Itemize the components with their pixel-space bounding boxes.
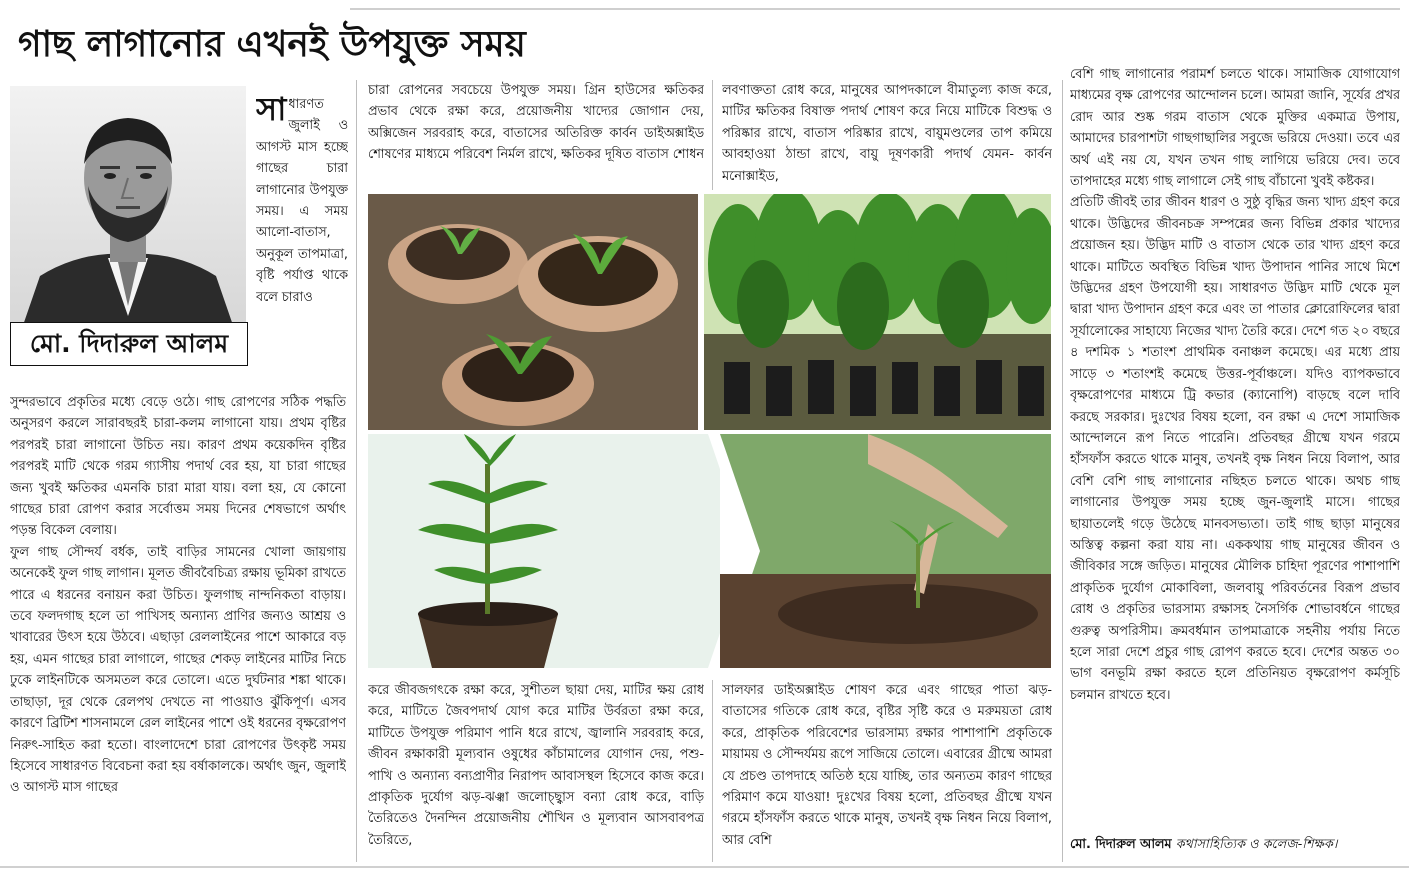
column-4: [1070, 64, 1400, 828]
headline: গাছ লাগানোর এখনই উপযুক্ত সময়: [18, 24, 526, 65]
signature-role: কথাসাহিত্যিক ও কলেজ-শিক্ষক।: [1175, 837, 1338, 852]
column-3-bottom: [722, 680, 1052, 864]
column-divider: [712, 80, 713, 190]
column-divider: [356, 80, 357, 862]
column-1-body: [10, 392, 346, 862]
paragraph: প্রতিটি জীবই তার জীবন ধারণ ও সুষ্ঠু বৃদ্ধির জন্য খাদ্য গ্রহণ করে থাকে। উদ্ভিদের জীবনচক্র সম্পন্নের জন্য বিভিন্ন প্রকার খাদ্যের প্রয়োজন হয়। উদ্ভিদ মাটি ও বাতাস থেকে তার খাদ্য গ্রহণ করে থাকে। মাটিতে অবস্থিত বিভিন্ন খাদ্য উপাদান পানির সাথে মিশে উদ্ভিদের গ্রহণ উপযোগী হয়। সাধারণত উদ্ভিদ মাটি থেকে মূল দ্বারা খাদ্য উপাদান গ্রহণ করে এবং তা পাতার ক্লোরোফিলের দ্বারা সূর্যালোকের সাহায্যে নিজের খাদ্য তৈরি করে। দেশে গত ২০ বছরে ৪ দশমিক ১ শতাংশ প্রাথমিক বনাঞ্চল কমেছে। এর মধ্যে প্রায় সাড়ে ৩ শতাংশই কমেছে উত্তর-পূর্বাঞ্চলে। যদিও ব্যাপকভাবে বৃক্ষরোপণের মাধ্যমে ট্রি কভার (ক্যানোপি) বাড়ছে বলে দাবি করছে সরকার। দুঃখের বিষয় হলো, বন রক্ষা এ দেশে সামাজিক আন্দোলনে রূপ নিতে পারেনি। প্রতিবছর গ্রীষ্মে যখন গরমে হাঁসফাঁস করতে থাকে মানুষ, তখনই বৃক্ষ নিধন নিয়ে বিলাপ, আর বেশি বেশি গাছ লাগানোর নছিহত চলতে থাকে। অথচ গাছ লাগানোর উপযুক্ত সময় হচ্ছে জুন-জুলাই মাসে। গাছের ছায়াতলেই গড়ে উঠেছে মানবসভ্যতা। তাই গাছ ছাড়া মানুষের অস্তিত্ব কল্পনা করা যায় না। এককথায় গাছ মানুষের জীবন ও জীবিকার সঙ্গে জড়িত। মানুষের মৌলিক চাহিদা পূরণের পাশাপাশি প্রাকৃতিক দুর্যোগ মোকাবিলা, জলবায়ু পরিবর্তনের বিরূপ প্রভাব রোধ ও প্রকৃতির ভারসাম্য রক্ষাসহ নৈসর্গিক শোভাবর্ধনে গাছের গুরুত্ব অপরিসীম। ক্রমবর্ধমান তাপমাত্রাকে সহনীয় পর্যায় নিতে হলে সারা দেশে প্রচুর গাছ রোপণ করতে হবে। দেশের অন্তত ৩০ ভাগ বনভূমি রক্ষা করতে হলে প্রতিনিয়ত বৃক্ষরোপণ কর্মসূচি চলমান রাখতে হবে।: [1070, 195, 1400, 703]
tree-planting-photo-collage: [368, 194, 1051, 668]
author-photo: [10, 86, 246, 334]
bottom-rule: [0, 866, 1409, 868]
signature-name: মো. দিদারুল আলম: [1070, 837, 1172, 852]
paragraph: বেশি গাছ লাগানোর পরামর্শ চলতে থাকে। সামাজিক যোগাযোগ মাধ্যমের বৃক্ষ রোপণের আন্দোলন চলে। আমরা জানি, সূর্যের প্রখর রোদ আর শুষ্ক গরম বাতাস থেকে মুক্তির একমাত্র উপায়, আমাদের চারপাশটা গাছগাছালির সবুজে ভরিয়ে দেওয়া। তবে এর অর্থ এই নয় যে, যখন তখন গাছ লাগিয়ে ভরিয়ে দেব। তবে তাপদাহের মধ্যে গাছ লাগালে সেই গাছ বাঁচানো খুবই কষ্টকর।: [1070, 67, 1400, 190]
paragraph: সুন্দরভাবে প্রকৃতির মধ্যে বেড়ে ওঠে। গাছ রোপণের সঠিক পদ্ধতি অনুসরণ করলে সারাবছরই চারা-কলম লাগানো যায়। প্রথম বৃষ্টির পরপরই চারা লাগানো উচিত নয়। কারণ প্রথম কয়েকদিন বৃষ্টির পরপরই মাটি থেকে গরম গ্যাসীয় পদার্থ বের হয়, যা চারা গাছের জন্য খুবই ক্ষতিকর এমনকি চারা মারা যায়। বলা হয়, যে কোনো গাছের চারা রোপণ করার সর্বোত্তম সময় দিনের শেষভাগে অর্থাৎ পড়ন্ত বিকেল বেলায়।: [10, 395, 346, 539]
paragraph: করে জীবজগৎকে রক্ষা করে, সুশীতল ছায়া দেয়, মাটির ক্ষয় রোধ করে, মাটিতে জৈবপদার্থ যোগ করে মাটির উর্বরতা রক্ষা করে, মাটিতে উপযুক্ত পরিমাণ পানি ধরে রাখে, জ্বালানি সরবরাহ করে, জীবন রক্ষাকারী মূল্যবান ওষুধের কাঁচামালের যোগান দেয়, পশু-পাখি ও অন্যান্য বন্যপ্রাণীর নিরাপদ আবাসস্থল হিসেবে কাজ করে। প্রাকৃতিক দুর্যোগ ঝড়-ঝঞ্ঝা জলোচ্ছ্বাস বন্যা রোধ করে, বাড়ি তৈরিতেও দৈনন্দিন প্রয়োজনীয় শৌখিন ও মূল্যবান আসবাবপত্র তৈরিতে,: [368, 683, 704, 848]
column-2-top: [368, 80, 704, 188]
column-1-intro: [256, 94, 348, 394]
author-name-box: মো. দিদারুল আলম: [10, 322, 248, 366]
column-divider: [712, 680, 713, 862]
author-signature: [1070, 832, 1400, 858]
dropcap: সা: [256, 94, 287, 128]
paragraph: ফুল গাছ সৌন্দর্য বর্ধক, তাই বাড়ির সামনের খোলা জায়গায় অনেকেই ফুল গাছ লাগান। মূলত জীববৈচিত্র্য রক্ষায় ভূমিকা রাখতে পারে এ ধরনের বনায়ন করা উচিত। ফুলগাছ নান্দনিকতা বাড়ায়। তবে ফলদগাছ হলে তা পাখিসহ অন্যান্য প্রাণির জন্যও আশ্রয় ও খাবারের উৎস হয়ে উঠবে। এছাড়া রেললাইনের পাশে আকারে বড় হয়, এমন গাছের চারা লাগালে, গাছের শেকড় লাইনের মাটির নিচে ঢুকে লাইনটিকে অসমতল করে তোলে। এতে দুর্ঘটনার শঙ্কা থাকে। তাছাড়া, দূর থেকে রেলপথ দেখতে না পাওয়াও ঝুঁকিপূর্ণ। এসব কারণে ব্রিটিশ শাসনামলে রেল লাইনের পাশে ওই ধরনের বৃক্ষরোপণ নিরুৎ-সাহিত করা হতো। বাংলাদেশে চারা রোপণের উৎকৃষ্ট সময় হিসেবে সাধারণত বিবেচনা করা হয় বর্ষাকালকে। অর্থাৎ জুন, জুলাই ও আগস্ট মাস গাছের: [10, 544, 346, 796]
paragraph: লবণাক্ততা রোধ করে, মানুষের আপদকালে বীমাতুল্য কাজ করে, মাটির ক্ষতিকর বিষাক্ত পদার্থ শোষণ করে নিয়ে মাটিকে বিশুদ্ধ ও পরিষ্কার রাখে, বাতাস পরিষ্কার রাখে, বায়ুমণ্ডলের তাপ কমিয়ে আবহাওয়া ঠান্ডা রাখে, বায়ু দূষণকারী পদার্থ যেমন- কার্বন মনোক্সাইড,: [722, 83, 1052, 184]
column-2-bottom: [368, 680, 704, 864]
column-1-intro-text: ধারণত জুলাই ও আগস্ট মাস হচ্ছে গাছের চারা লাগানোর উপযুক্ত সময়। এ সময় আলো-বাতাস, অনুকূল তাপমাত্রা, বৃষ্টি পর্যাপ্ত থাকে বলে চারাও: [256, 97, 348, 305]
paragraph: সালফার ডাইঅক্সাইড শোষণ করে এবং গাছের পাতা ঝড়-বাতাসের গতিকে রোধ করে, বৃষ্টির সৃষ্টি করে ও মরুময়তা রোধ করে, প্রাকৃতিক পরিবেশের ভারসাম্য রক্ষার পাশাপাশি প্রকৃতিকে মায়াময় ও সৌন্দর্যময় রূপে সাজিয়ে তোলে। এবারের গ্রীষ্মে আমরা যে প্রচণ্ড তাপদাহে অতিষ্ঠ হয়ে যাচ্ছি, তার অন্যতম কারণ গাছের পরিমাণ কমে যাওয়া! দুঃখের বিষয় হলো, প্রতিবছর গ্রীষ্মে যখন গরমে হাঁসফাঁস করতে থাকে মানুষ, তখনই বৃক্ষ নিধন নিয়ে বিলাপ, আর বেশি: [722, 683, 1052, 848]
column-3-top: [722, 80, 1052, 188]
paragraph: চারা রোপনের সবচেয়ে উপযুক্ত সময়। গ্রিন হাউসের ক্ষতিকর প্রভাব থেকে রক্ষা করে, প্রয়োজনীয় খাদ্যের জোগান দেয়, অক্সিজেন সরবরাহ করে, বাতাসের অতিরিক্ত কার্বন ডাইঅক্সাইড শোষণের মাধ্যমে পরিবেশ নির্মল রাখে, ক্ষতিকর দূষিত বাতাস শোধন: [368, 83, 704, 163]
top-rule: [350, 8, 1400, 10]
column-divider: [1062, 80, 1063, 862]
